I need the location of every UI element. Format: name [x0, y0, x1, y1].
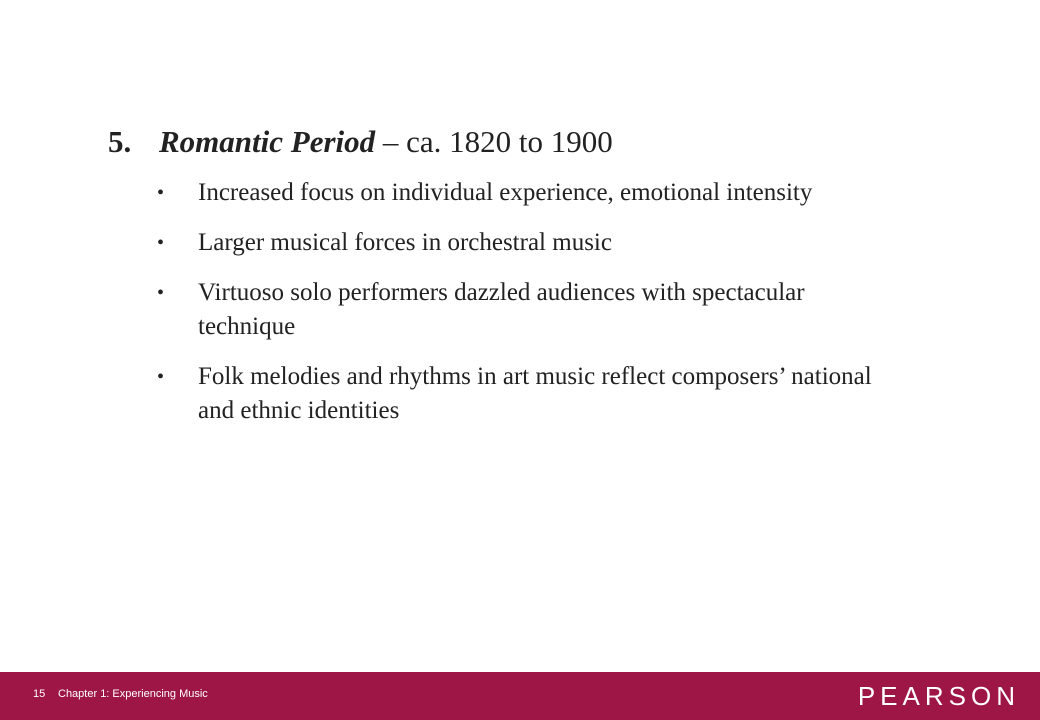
bullet-text: Increased focus on individual experience, emotional intensity — [198, 179, 813, 206]
slide-content — [108, 122, 988, 444]
bullet-dot-icon: • — [157, 232, 165, 254]
chapter-label: Chapter 1: Experiencing Music — [58, 688, 208, 700]
heading-title: Romantic Period — [159, 124, 376, 159]
bullet-list — [108, 176, 988, 428]
bullet-item — [108, 360, 878, 428]
heading-number: 5. — [108, 124, 132, 159]
bullet-text: Folk melodies and rhythms in art music reflect composers’ national and ethnic identities — [198, 363, 872, 424]
bullet-text: Larger musical forces in orchestral music — [198, 229, 612, 256]
bullet-item — [108, 226, 878, 260]
bullet-item — [108, 176, 878, 210]
heading-date-range: – ca. 1820 to 1900 — [375, 124, 613, 159]
pearson-logo: PEARSON — [857, 681, 1020, 711]
bullet-dot-icon: • — [157, 366, 165, 388]
page-number: 15 — [33, 688, 46, 700]
bullet-dot-icon: • — [157, 282, 165, 304]
bullet-item — [108, 276, 878, 344]
slide-heading — [108, 122, 988, 162]
bullet-text: Virtuoso solo performers dazzled audiences with spectacular technique — [198, 279, 805, 340]
footer-bar — [0, 672, 1040, 720]
bullet-dot-icon: • — [157, 182, 165, 204]
